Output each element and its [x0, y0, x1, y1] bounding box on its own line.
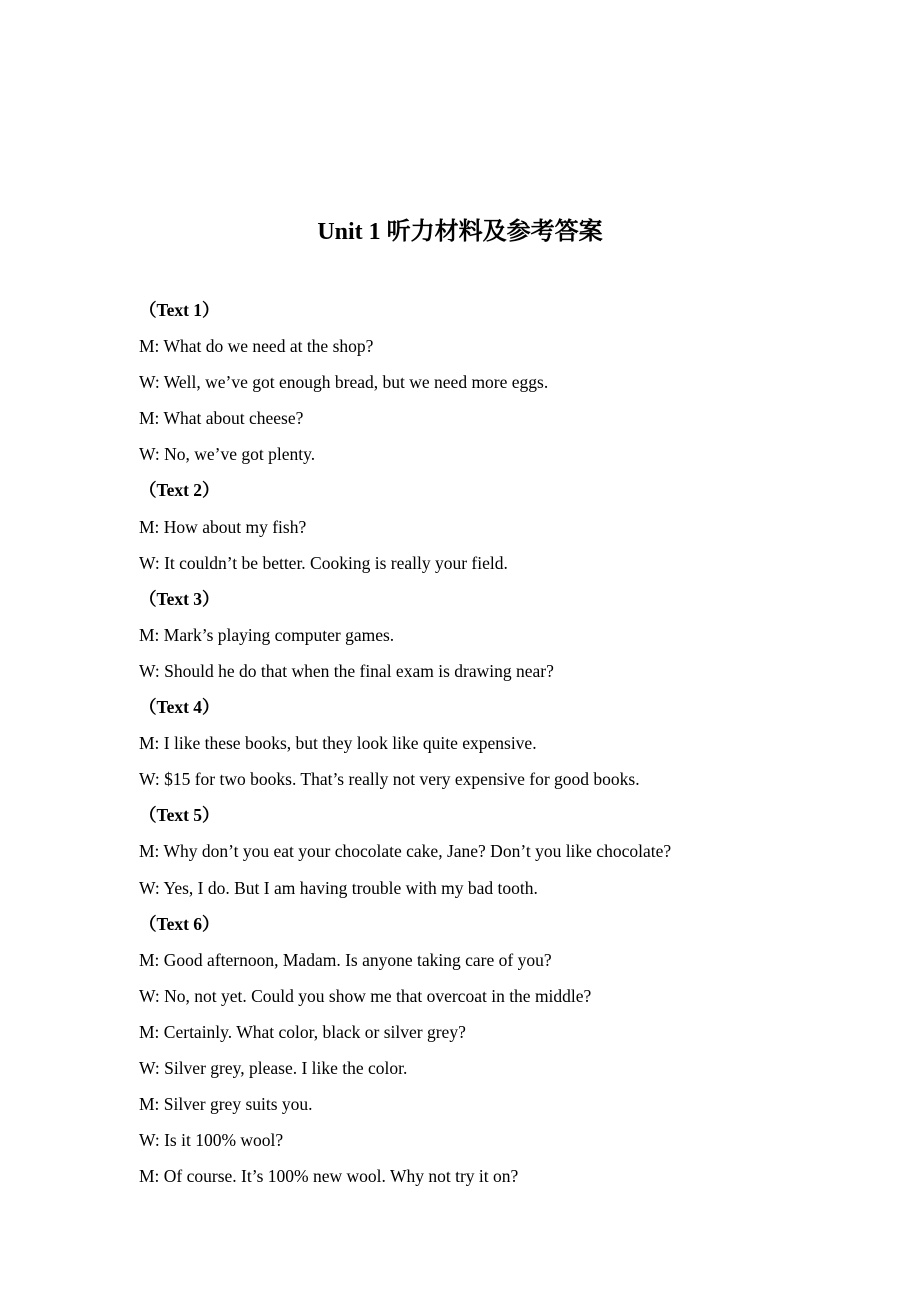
- section-heading: （Text 3）: [139, 588, 220, 609]
- dialogue-line: W: Silver grey, please. I like the color.: [139, 1057, 408, 1078]
- dialogue-line: W: No, we’ve got plenty.: [139, 444, 316, 465]
- dialogue-line: M: Mark’s playing computer games.: [139, 624, 395, 645]
- dialogue-line: M: What about cheese?: [139, 408, 304, 429]
- dialogue-line: M: Certainly. What color, black or silver grey?: [139, 1021, 466, 1042]
- section-heading: （Text 2）: [139, 480, 220, 501]
- section-heading: （Text 4）: [139, 697, 220, 718]
- dialogue-line: W: $15 for two books. That’s really not very expensive for good books.: [139, 769, 640, 790]
- dialogue-line: W: Should he do that when the final exam is drawing near?: [139, 660, 554, 681]
- dialogue-line: M: Why don’t you eat your chocolate cake, Jane? Don’t you like chocolate?: [139, 841, 672, 862]
- dialogue-line: W: Is it 100% wool?: [139, 1130, 284, 1151]
- section-heading: （Text 1）: [139, 300, 220, 320]
- dialogue-line: M: Good afternoon, Madam. Is anyone taking care of you?: [139, 949, 552, 970]
- page-title: Unit 1 听力材料及参考答案: [317, 219, 603, 245]
- dialogue-line: M: What do we need at the shop?: [139, 336, 374, 357]
- dialogue-line: W: No, not yet. Could you show me that overcoat in the middle?: [139, 985, 592, 1006]
- dialogue-line: M: How about my fish?: [139, 516, 307, 537]
- section-heading: （Text 5）: [139, 805, 220, 826]
- dialogue-line: W: It couldn’t be better. Cooking is really your field.: [139, 552, 508, 573]
- transcript-body: [139, 292, 859, 1194]
- dialogue-line: M: Silver grey suits you.: [139, 1094, 313, 1115]
- section-heading: （Text 6）: [139, 913, 220, 934]
- dialogue-line: M: I like these books, but they look like quite expensive.: [139, 733, 537, 754]
- dialogue-line: W: Yes, I do. But I am having trouble with my bad tooth.: [139, 877, 538, 898]
- dialogue-line: M: Of course. It’s 100% new wool. Why not try it on?: [139, 1166, 519, 1187]
- dialogue-line: W: Well, we’ve got enough bread, but we need more eggs.: [139, 372, 549, 393]
